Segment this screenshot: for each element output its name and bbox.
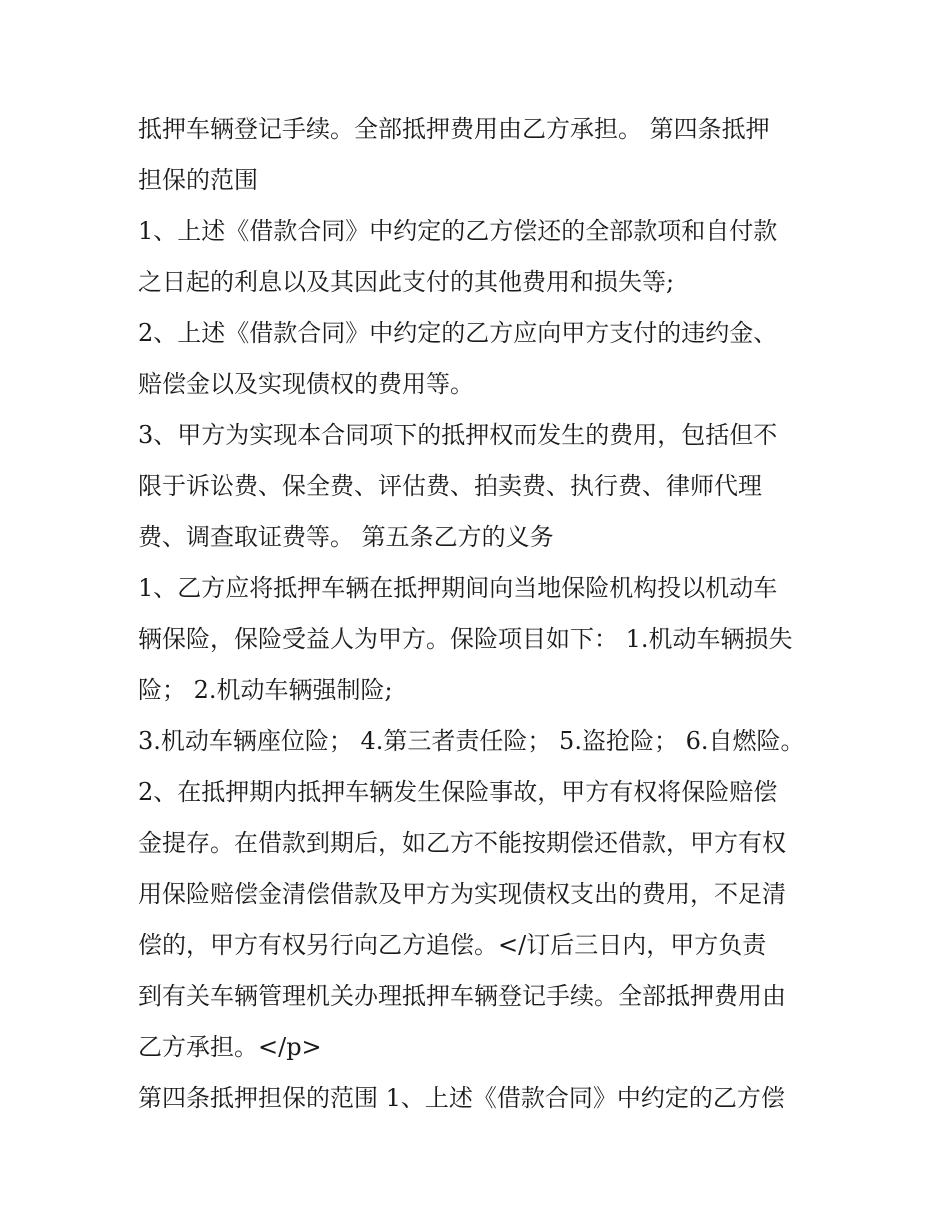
text-line: 到有关车辆管理机关办理抵押车辆登记手续。全部抵押费用由	[138, 982, 786, 1010]
text-line: 3、甲方为实现本合同项下的抵押权而发生的费用，包括但不	[138, 421, 778, 449]
text-line: 担保的范围	[138, 166, 258, 194]
text-line: 之日起的利息以及其因此支付的其他费用和损失等;	[138, 268, 675, 296]
text-line: 限于诉讼费、保全费、评估费、拍卖费、执行费、律师代理	[138, 472, 762, 500]
text-line: 1、上述《借款合同》中约定的乙方偿还的全部款项和自付款	[138, 217, 778, 245]
document-body	[138, 104, 828, 1124]
text-line: 1、乙方应将抵押车辆在抵押期间向当地保险机构投以机动车	[138, 574, 778, 602]
text-line: 赔偿金以及实现债权的费用等。	[138, 370, 474, 398]
text-line: 费、调查取证费等。 第五条乙方的义务	[138, 523, 554, 551]
text-line: 辆保险，保险受益人为甲方。保险项目如下： 1.机动车辆损失	[138, 625, 793, 653]
text-line: 险； 2.机动车辆强制险;	[138, 676, 393, 704]
text-line: 用保险赔偿金清偿借款及甲方为实现债权支出的费用，不足清	[138, 880, 786, 908]
text-line: 第四条抵押担保的范围 1、上述《借款合同》中约定的乙方偿	[138, 1084, 785, 1112]
text-line: 2、上述《借款合同》中约定的乙方应向甲方支付的违约金、	[138, 319, 778, 347]
text-line: 金提存。在借款到期后，如乙方不能按期偿还借款，甲方有权	[138, 829, 786, 857]
text-line: 3.机动车辆座位险； 4.第三者责任险； 5.盗抢险； 6.自燃险。	[138, 727, 805, 755]
text-line: 抵押车辆登记手续。全部抵押费用由乙方承担。 第四条抵押	[138, 115, 770, 143]
text-line: 乙方承担。</p>	[138, 1033, 322, 1061]
text-line: 2、在抵押期内抵押车辆发生保险事故，甲方有权将保险赔偿	[138, 778, 778, 806]
text-line: 偿的，甲方有权另行向乙方追偿。</订后三日内，甲方负责	[138, 931, 767, 959]
